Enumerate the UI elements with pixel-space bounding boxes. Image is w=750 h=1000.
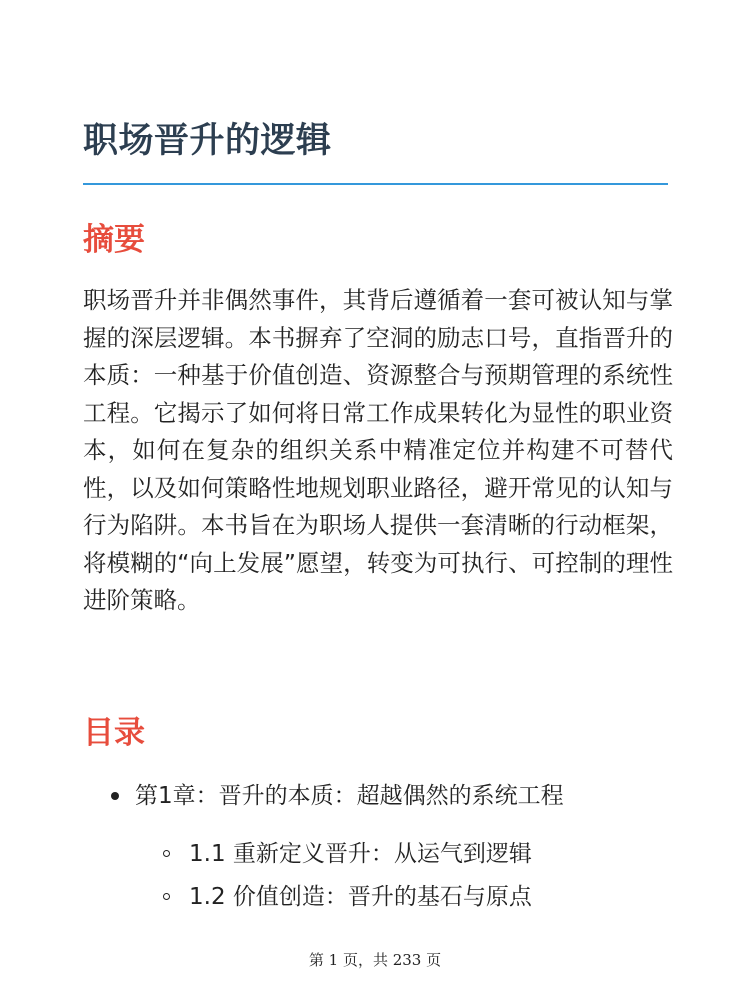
title-divider <box>83 183 668 185</box>
abstract-paragraph: 职场晋升并非偶然事件，其背后遵循着一套可被认知与掌握的深层逻辑。本书摒弃了空洞的励志口号，直指晋升的本质：一种基于价值创造、资源整合与预期管理的系统性工程。它揭示了如何将日常工作成果转化为显性的职业资本，如何在复杂的组织关系中精准定位并构建不可替代性，以及如何策略性地规划职业路径，避开常见的认知与行为陷阱。本书旨在为职场人提供一套清晰的行动框架，将模糊的“向上发展”愿望，转变为可执行、可控制的理性进阶策略。 <box>83 286 673 614</box>
toc-chapter-item <box>0 778 750 814</box>
toc-section-item <box>0 836 750 872</box>
toc-subsection-group <box>0 836 750 915</box>
abstract-heading: 摘要 <box>83 222 145 258</box>
bullet-circle-icon <box>163 850 170 857</box>
toc-heading: 目录 <box>83 715 145 751</box>
toc-section-item <box>0 879 750 915</box>
bullet-circle-icon <box>163 893 170 900</box>
document-title: 职场晋升的逻辑 <box>83 121 332 161</box>
bullet-disc-icon <box>111 792 119 800</box>
page-number-footer: 第 1 页，共 233 页 <box>308 951 442 969</box>
toc-sections <box>0 836 750 915</box>
toc-section-label: 1.1 重新定义晋升：从运气到逻辑 <box>189 841 532 867</box>
toc-list <box>0 778 750 915</box>
toc-chapter-label: 第1章：晋升的本质：超越偶然的系统工程 <box>135 783 564 809</box>
toc-section-label: 1.2 价值创造：晋升的基石与原点 <box>189 884 532 910</box>
